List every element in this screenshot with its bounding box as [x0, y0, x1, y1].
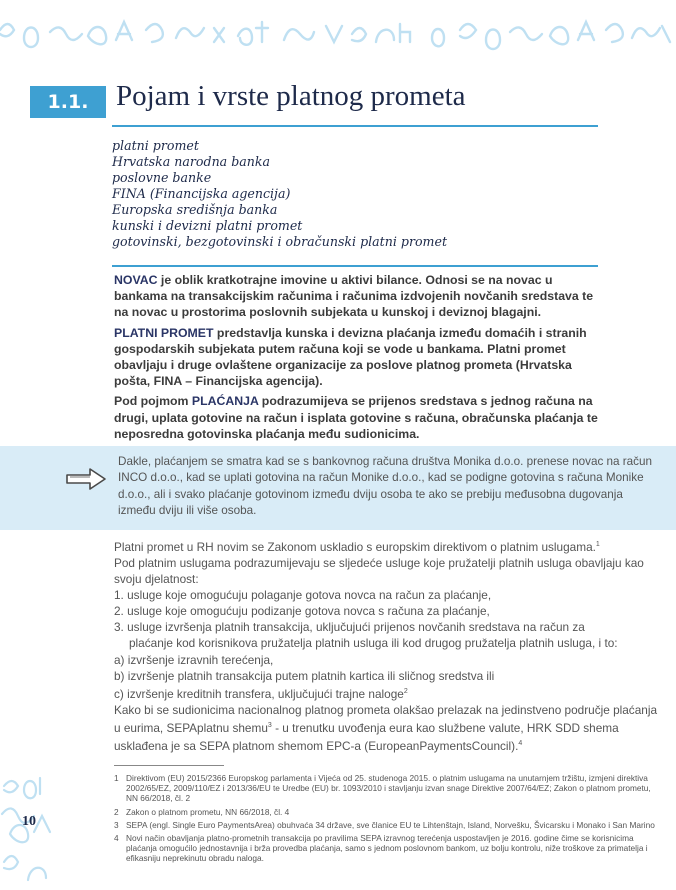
body-paragraph [114, 537, 662, 555]
section-header [0, 78, 600, 128]
example-box [0, 446, 676, 530]
footnote-text: Novi način obavljanja platno-prometnih transakcija po pravilima SEPA izravnog terećenja uspostavljen je 2016. godine čime se korisnicima plaćanja omogućilo jednostavnija i brža provedba plaćanja, samo s jednom poslovnom bankom, uz bolju kontrolu, niže troškove za primatelja i efikasniju neprekinutu obradu naloga. [126, 833, 648, 864]
definition-paragraph [114, 272, 598, 321]
page-number: 10 [22, 814, 36, 829]
keyword-item: poslovne banke [112, 170, 212, 185]
definition-text: predstavlja kunska i devizna plaćanja između domaćih i stranih gospodarskih subjekata putem računa koji se vode u bankama. Platni promet obavljaju i druge ovlaštene organizacije za poslove platnog prometa (Hrvatska pošta, FINA – Financijska agencija). [114, 325, 587, 389]
definition-prefix: Pod pojmom [114, 394, 192, 409]
footnote [114, 807, 664, 817]
body-text [114, 537, 662, 754]
list-item-continuation: plaćanje kod korisnikova pružatelja platnih usluga ili kod drugog pružatelja platnih usluga, i to: [129, 636, 618, 651]
footnote [114, 833, 664, 864]
footnote-number: 3 [114, 819, 119, 830]
footnote-ref: 4 [518, 739, 523, 747]
body-paragraph [114, 702, 662, 754]
keyword-item: Hrvatska narodna banka [112, 154, 271, 169]
footnote-text: Zakon o platnom prometu, NN 66/2018, čl. 4 [126, 806, 290, 817]
footnote-ref: 2 [403, 687, 408, 695]
definition-term: PLAĆANJA [191, 394, 259, 409]
sepa-text: - u trenutku uvođenja eura kao službene valute, HRK SDD shema usklađena je sa SEPA platnom shemom EPC-a (EuropeanPaymentsCouncil). [114, 720, 619, 753]
section-title: Pojam i vrste platnog prometa [116, 80, 466, 112]
list-item [114, 684, 662, 702]
intro-text: Platni promet u RH novim se Zakonom uskladio s europskim direktivom o platnim uslugama. [114, 539, 596, 554]
list-item: 2. usluge koje omogućuju podizanje gotova novca s računa za plaćanje, [114, 604, 490, 619]
footnote-number: 4 [114, 833, 119, 844]
footnotes [114, 773, 664, 867]
list-item: 1. usluge koje omogućuju polaganje gotova novca na račun za plaćanje, [114, 588, 492, 603]
definition-paragraph [114, 325, 598, 390]
list-item: a) izvršenje izravnih terećenja, [114, 652, 274, 667]
definitions [114, 272, 598, 446]
keyword-item: platni promet [112, 138, 199, 153]
footnote-text: SEPA (engl. Single Euro PaymentsArea) obuhvaća 34 države, sve članice EU te Lihtenštajn, Island, Norvešku, Švicarsku i Monako i San Marino [126, 819, 655, 830]
sepa-text: Kako bi se sudionicima nacionalnog platnog prometa olakšao prelazak na jedinstveno područje plaćanja u eurima, SEPAplatnu shemu [114, 702, 658, 735]
list-item-text: c) izvršenje kreditnih transfera, uključujući trajne naloge [114, 686, 404, 701]
footnote-text: Direktivom (EU) 2015/2366 Europskog parlamenta i Vijeća od 25. studenoga 2015. o platnim uslugama na unutarnjem tržištu, izmjeni direktiva 2002/65/EZ, 2009/110/EZ i 2013/36/EU te Uredbe (EU) br. 1093/2010 i stavljanju izvan snage Direktive 2007/64/EZ; Zakon o platnom prometu, NN 66/2018, čl. 2 [126, 773, 651, 804]
keywords-divider [112, 265, 598, 267]
keyword-item: Europska središnja banka [112, 202, 278, 217]
footnote [114, 773, 664, 804]
keyword-item: kunski i devizni platni promet [112, 218, 303, 233]
footnote [114, 820, 664, 830]
title-divider [112, 125, 598, 127]
example-text: Dakle, plaćanjem se smatra kad se s bankovnog računa društva Monika d.o.o. prenese novac na račun INCO d.o.o., kad se uplati gotovina na račun Monike d.o.o., kad se podigne gotovina s računa Monike d.o.o., ali i svako plaćanje gotovinom između dviju osoba te ako se prebiju međusobna dugovanja između dviju ili više osoba. [118, 455, 653, 517]
footnote-number: 1 [114, 773, 119, 783]
keyword-item: gotovinski, bezgotovinski i obračunski platni promet [112, 234, 448, 249]
list-item: 3. usluge izvršenja platnih transakcija, uključujući prijenos novčanih sredstava na račun za [114, 620, 585, 635]
decorative-numbers-banner [0, 0, 676, 60]
section-number: 1.1. [30, 86, 106, 118]
list-item: b) izvršenje platnih transakcija putem platnih kartica ili sličnog sredstva ili [114, 668, 495, 683]
footnote-ref: 3 [267, 721, 272, 729]
body-paragraph: Pod platnim uslugama podrazumijevaju se sljedeće usluge koje pružatelji platnih usluga obavljaju kao svoju djelatnost: [114, 556, 644, 587]
footnote-ref: 1 [595, 541, 600, 548]
keyword-item: FINA (Financijska agencija) [112, 186, 291, 201]
definition-term: PLATNI PROMET [114, 325, 214, 340]
footnote-number: 2 [114, 806, 119, 817]
footnote-divider [114, 765, 224, 766]
definition-term: NOVAC [114, 273, 158, 287]
decorative-numbers-corner [0, 770, 60, 890]
keywords-list [112, 138, 592, 250]
definition-text: je oblik kratkotrajne imovine u aktivi bilance. Odnosi se na novac u bankama na transakcijskim računima i računima izdvojenih novčanih sredstava te na novac u prostorima poslovnih subjekata u kunskoj i deviznoj blagajni. [114, 273, 594, 320]
arrow-right-icon [64, 466, 108, 492]
definition-text: podrazumijeva se prijenos sredstava s jednog računa na drugi, uplata gotovine na račun i isplata gotovine s računa, obračunska plaćanja te neposredna gotovinska plaćanja među sudionicima. [114, 394, 598, 441]
definition-paragraph [114, 393, 598, 442]
